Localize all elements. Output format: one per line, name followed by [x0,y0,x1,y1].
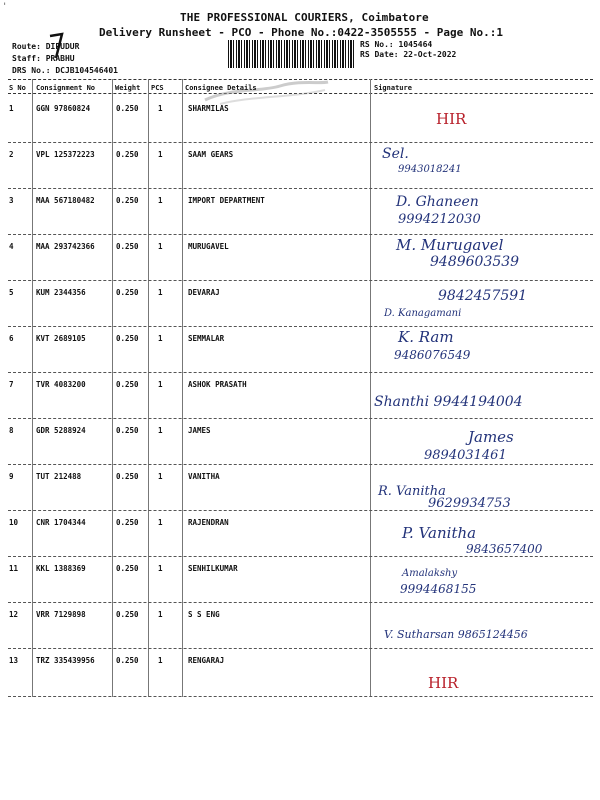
signature-phone: 9843657400 [466,542,543,556]
signature-phone: 9629934753 [428,496,511,511]
signature-phone: 9994468155 [400,582,477,596]
row-consignment: VPL 125372223 [36,150,95,159]
company-title: THE PROFESSIONAL COURIERS, Coimbatore [180,11,429,24]
row-separator [8,648,593,649]
col-consignment: Consignment No [36,84,96,92]
row-consignee: ASHOK PRASATH [188,380,247,389]
row-consignment: TUT 212488 [36,472,82,481]
row-consignment: MAA 293742366 [36,242,95,251]
signature: James [468,428,514,446]
col-signature: Signature [374,84,412,92]
row-sno: 3 [9,196,14,205]
row-consignment: TVR 4083200 [36,380,86,389]
row-consignee: SEMMALAR [188,334,225,343]
drs-number: DRS No.: DCJB104546401 [12,66,118,75]
row-sno: 13 [9,656,19,665]
row-pcs: 1 [158,104,163,113]
table-row [0,236,600,282]
row-pcs: 1 [158,334,163,343]
row-consignee: JAMES [188,426,211,435]
row-pcs: 1 [158,242,163,251]
col-consignee: Consignee Details [185,84,257,92]
row-consignee: SENHILKUMAR [188,564,238,573]
signature-phone: 9994212030 [398,212,481,227]
row-consignment: VRR 7129898 [36,610,86,619]
row-separator [8,696,593,697]
row-weight: 0.250 [116,196,139,205]
rs-date: RS Date: 22-Oct-2022 [360,50,457,59]
row-consignee: DEVARAJ [188,288,220,297]
row-sno: 1 [9,104,14,113]
row-separator [8,234,593,235]
row-separator [8,556,593,557]
row-weight: 0.250 [116,610,139,619]
signature-phone: 9489603539 [430,254,520,270]
signature: R. Vanitha [378,484,446,499]
table-row [0,558,600,604]
row-consignment: TRZ 335439956 [36,656,95,665]
table-row [0,144,600,190]
signature-phone: 9943018241 [398,164,462,175]
row-weight: 0.250 [116,426,139,435]
row-weight: 0.250 [116,288,139,297]
table-row [0,650,600,696]
signature: HIR [436,110,467,128]
row-sno: 2 [9,150,14,159]
table-row [0,420,600,466]
row-consignment: CNR 1704344 [36,518,86,527]
row-pcs: 1 [158,472,163,481]
row-sno: 9 [9,472,14,481]
row-pcs: 1 [158,564,163,573]
row-separator [8,372,593,373]
row-weight: 0.250 [116,518,139,527]
signature: K. Ram [398,328,454,346]
signature-name: D. Kanagamani [384,308,462,319]
row-weight: 0.250 [116,150,139,159]
signature: P. Vanitha [402,524,477,542]
row-weight: 0.250 [116,104,139,113]
row-weight: 0.250 [116,334,139,343]
row-sno: 10 [9,518,19,527]
row-pcs: 1 [158,288,163,297]
row-weight: 0.250 [116,656,139,665]
row-weight: 0.250 [116,472,139,481]
staff-label: Staff: PRABHU [12,54,75,63]
row-consignee: VANITHA [188,472,220,481]
signature: Amalakshy [402,568,458,579]
row-separator [8,464,593,465]
corner-mark: ' [2,2,8,12]
table-row [0,190,600,236]
table-row [0,282,600,328]
row-consignee: SAAM GEARS [188,150,234,159]
row-consignment: KKL 1388369 [36,564,86,573]
rs-number: RS No.: 1045464 [360,40,433,49]
row-sno: 4 [9,242,14,251]
row-pcs: 1 [158,150,163,159]
row-consignee: MURUGAVEL [188,242,229,251]
table-row [0,512,600,558]
col-weight: Weight [115,84,141,92]
table-row [0,466,600,512]
row-sno: 11 [9,564,19,573]
row-consignee: RAJENDRAN [188,518,229,527]
row-weight: 0.250 [116,242,139,251]
signature: Shanthi 9944194004 [374,394,523,410]
signature: Sel. [382,146,409,162]
row-sno: 6 [9,334,14,343]
signature: M. Murugavel [396,236,504,254]
row-separator [8,142,593,143]
row-pcs: 1 [158,610,163,619]
row-sno: 7 [9,380,14,389]
row-separator [8,280,593,281]
row-separator [8,326,593,327]
table-row [0,98,600,144]
row-sno: 12 [9,610,19,619]
signature-phone: 9486076549 [394,348,471,362]
signature: HIR [428,674,459,692]
row-sno: 5 [9,288,14,297]
table-row [0,374,600,420]
row-separator [8,602,593,603]
row-weight: 0.250 [116,380,139,389]
row-consignment: MAA 567180482 [36,196,95,205]
table-row [0,328,600,374]
row-consignee: RENGARAJ [188,656,225,665]
row-separator [8,418,593,419]
row-weight: 0.250 [116,564,139,573]
row-consignment: KVT 2689105 [36,334,86,343]
row-consignment: KUM 2344356 [36,288,86,297]
row-pcs: 1 [158,518,163,527]
col-pcs: PCS [151,84,164,92]
barcode [228,40,356,68]
runsheet-title: Delivery Runsheet - PCO - Phone No.:0422-3505555 - Page No.:1 [99,26,503,39]
signature: D. Ghaneen [396,194,479,210]
row-pcs: 1 [158,196,163,205]
row-consignee: IMPORT DEPARTMENT [188,196,265,205]
row-consignment: GGN 97860824 [36,104,91,113]
row-consignee: S S ENG [188,610,220,619]
table-row [0,604,600,650]
row-pcs: 1 [158,656,163,665]
route-label: Route: DIPUDUR [12,42,80,51]
row-separator [8,188,593,189]
row-pcs: 1 [158,380,163,389]
signature-phone: 9894031461 [424,448,507,463]
row-sno: 8 [9,426,14,435]
col-sno: S No [9,84,26,92]
signature: 9842457591 [438,288,528,304]
row-consignee: SHARMILAS [188,104,229,113]
signature: V. Sutharsan 9865124456 [384,628,528,641]
row-consignment: GDR 5288924 [36,426,86,435]
row-separator [8,510,593,511]
row-pcs: 1 [158,426,163,435]
